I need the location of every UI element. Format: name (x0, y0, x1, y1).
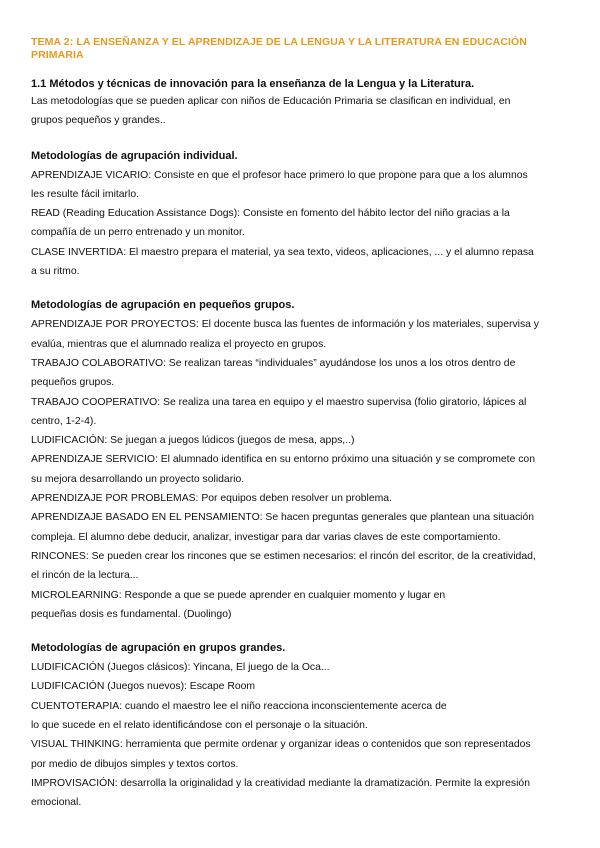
individual-line: a su ritmo. (31, 266, 80, 278)
large-groups-line: lo que sucede en el relato identificándose con el personaje o la situación. (31, 720, 368, 732)
individual-line: les resulte fácil imitarlo. (31, 188, 139, 200)
small-groups-line: APRENDIZAJE POR PROBLEMAS: Por equipos deben resolver un problema. (31, 493, 392, 505)
individual-heading: Metodologías de agrupación individual. (31, 149, 238, 162)
large-groups-line: por medio de dibujos simples y textos cortos. (31, 758, 239, 770)
small-groups-line: el rincón de la lectura... (31, 570, 139, 582)
small-groups-heading: Metodologías de agrupación en pequeños grupos. (31, 299, 295, 312)
large-groups-line: CUENTOTERAPIA: cuando el maestro lee el niño reacciona inconscientemente acerca de (31, 700, 447, 712)
large-groups-line: VISUAL THINKING: herramienta que permite ordenar y organizar ideas o contenidos que son representados (31, 739, 531, 751)
intro-line: grupos pequeños y grandes.. (31, 115, 166, 127)
small-groups-line: pequeñas dosis es fundamental. (Duolingo) (31, 608, 232, 620)
large-groups-section (31, 658, 576, 812)
small-groups-line: evalúa, mientras que el alumnado realiza el proyecto en grupos. (31, 338, 327, 350)
document-title: TEMA 2: LA ENSEÑANZA Y EL APRENDIZAJE DE LA LENGUA Y LA LITERATURA EN EDUCACIÓN PRIMARIA (31, 36, 527, 61)
small-groups-line: APRENDIZAJE BASADO EN EL PENSAMIENTO: Se hacen preguntas generales que plantean una situación (31, 512, 535, 524)
large-groups-line: emocional. (31, 797, 82, 809)
small-groups-line: APRENDIZAJE SERVICIO: El alumnado identifica en su entorno próximo una situación y se compromete con (31, 454, 535, 466)
small-groups-line: centro, 1-2-4). (31, 415, 97, 427)
individual-line: CLASE INVERTIDA: El maestro prepara el material, ya sea texto, videos, aplicaciones, ... y el alumno repasa (31, 246, 534, 258)
large-groups-line: LUDIFICACIÓN (Juegos clásicos): Yincana, El juego de la Oca... (31, 662, 330, 674)
document-page (31, 36, 576, 813)
small-groups-line: LUDIFICACIÓN: Se juegan a juegos lúdicos (juegos de mesa, apps,..) (31, 435, 355, 447)
small-groups-line: pequeños grupos. (31, 377, 115, 389)
large-groups-heading: Metodologías de agrupación en grupos grandes. (31, 642, 286, 655)
intro-line: Las metodologías que se pueden aplicar con niños de Educación Primaria se clasifican en individual, en (31, 96, 511, 107)
large-groups-line: IMPROVISACIÓN: desarrolla la originalidad y la creatividad mediante la dramatización. Permite la expresión (31, 777, 530, 789)
small-groups-line: TRABAJO COLABORATIVO: Se realizan tareas “individuales” ayudándose los unos a los otros dentro de (31, 357, 516, 369)
individual-line: compañía de un perro entrenado y un monitor. (31, 227, 245, 239)
small-groups-section (31, 315, 576, 624)
individual-section (31, 166, 576, 282)
individual-line: READ (Reading Education Assistance Dogs): Consiste en fomento del hábito lector del niño gracias a la (31, 208, 510, 220)
small-groups-line: compleja. El alumno debe deducir, analizar, investigar para dar varias claves de este comportamiento. (31, 531, 501, 543)
large-groups-line: LUDIFICACIÓN (Juegos nuevos): Escape Room (31, 681, 256, 693)
intro-section (31, 92, 576, 131)
small-groups-line: su mejora desarrollando un proyecto solidario. (31, 473, 245, 485)
individual-line: APRENDIZAJE VICARIO: Consiste en que el profesor hace primero lo que propone para que a los alumnos (31, 169, 528, 181)
small-groups-line: RINCONES: Se pueden crear los rincones que se estimen necesarios: el rincón del escritor, de la creatividad, (31, 550, 536, 562)
small-groups-line: APRENDIZAJE POR PROYECTOS: El docente busca las fuentes de información y los materiales, supervisa y (31, 319, 539, 331)
intro-heading: 1.1 Métodos y técnicas de innovación para la enseñanza de la Lengua y la Literatura. (31, 78, 475, 90)
small-groups-line: MICROLEARNING: Responde a que se puede aprender en cualquier momento y lugar en (31, 589, 446, 601)
small-groups-line: TRABAJO COOPERATIVO: Se realiza una tarea en equipo y el maestro supervisa (folio giratorio, lápices al (31, 396, 527, 408)
